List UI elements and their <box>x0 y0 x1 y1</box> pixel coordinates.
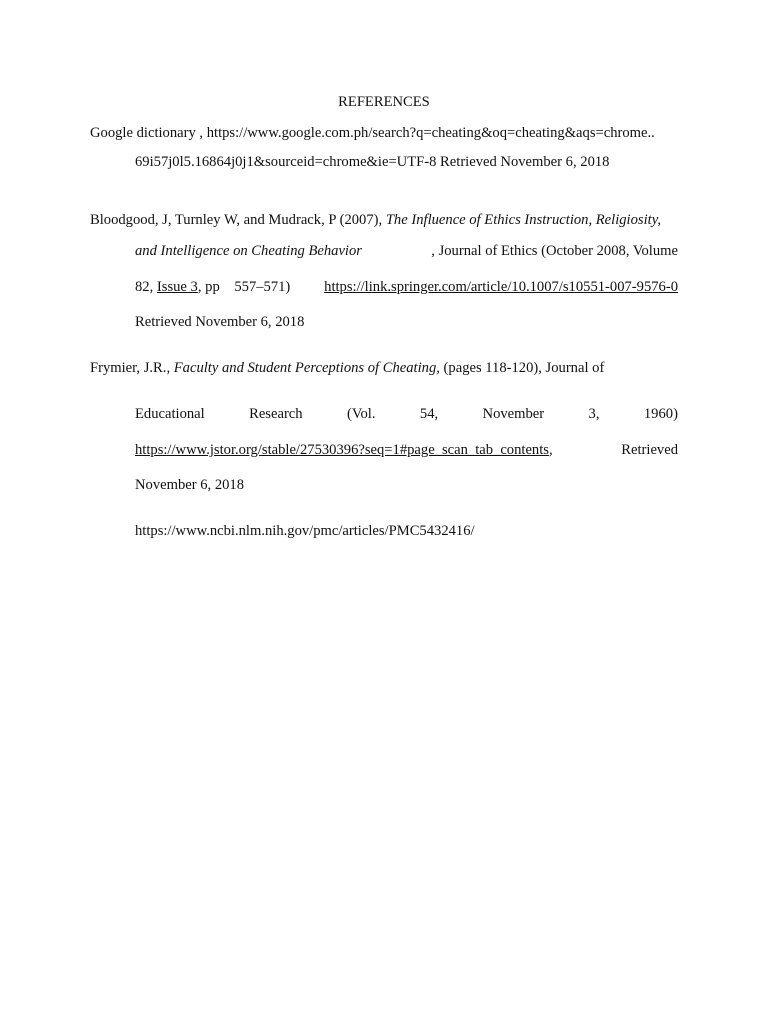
ref2-authors: Bloodgood, J, Turnley W, and Mudrack, P (2007), <box>90 212 386 228</box>
ref3-url-suffix: , <box>548 442 553 458</box>
ref2-retrieved: Retrieved November 6, 2018 <box>135 314 305 330</box>
ref4-url: https://www.ncbi.nlm.nih.gov/pmc/articles/PMC5432416/ <box>135 523 475 539</box>
ref2-pages: , pp 557–571) <box>197 279 291 295</box>
ref3-line2 <box>135 405 678 423</box>
ref2-title-part2: and Intelligence on Cheating Behavior <box>135 243 362 259</box>
ref3-word: November <box>482 406 545 422</box>
ref3-authors: Frymier, J.R., <box>90 360 174 376</box>
ref3-word: 3, <box>588 406 600 422</box>
ref3-retrieved-word: Retrieved <box>621 442 678 458</box>
ref3-word: Educational <box>135 406 205 422</box>
ref2-url-link[interactable]: https://link.springer.com/article/10.1007/s10551-007-9576-0 <box>324 279 678 295</box>
ref1-line2: 69i57j0l5.16864j0j1&sourceid=chrome&ie=UTF-8 Retrieved November 6, 2018 <box>135 154 610 170</box>
ref2-volume: 82, <box>135 279 154 295</box>
ref2-line3 <box>135 278 678 296</box>
ref3-word: 1960) <box>643 406 678 422</box>
ref2-line2 <box>135 242 678 260</box>
ref2-issue-link[interactable]: Issue 3 <box>156 279 198 295</box>
ref3-word: 54, <box>419 406 439 422</box>
ref2-line1 <box>90 211 678 229</box>
ref3-word: (Vol. <box>346 406 376 422</box>
ref3-url-link[interactable]: https://www.jstor.org/stable/27530396?seq=1#page_scan_tab_contents <box>135 442 549 458</box>
references-heading: REFERENCES <box>338 94 430 110</box>
ref3-title: Faculty and Student Perceptions of Cheating, <box>173 360 440 376</box>
ref3-line3 <box>135 441 678 459</box>
ref3-word: Research <box>249 406 303 422</box>
ref2-journal-rest: , Journal of Ethics (October 2008, Volume <box>431 243 678 259</box>
ref3-date: November 6, 2018 <box>135 477 245 493</box>
ref2-title-part1: The Influence of Ethics Instruction, Religiosity, <box>385 212 662 228</box>
ref1-line1: Google dictionary , https://www.google.com.ph/search?q=cheating&oq=cheating&aqs=chrome.. <box>90 125 655 141</box>
ref3-pages-journal: (pages 118-120), Journal of <box>439 360 605 376</box>
ref3-line1 <box>90 359 604 377</box>
